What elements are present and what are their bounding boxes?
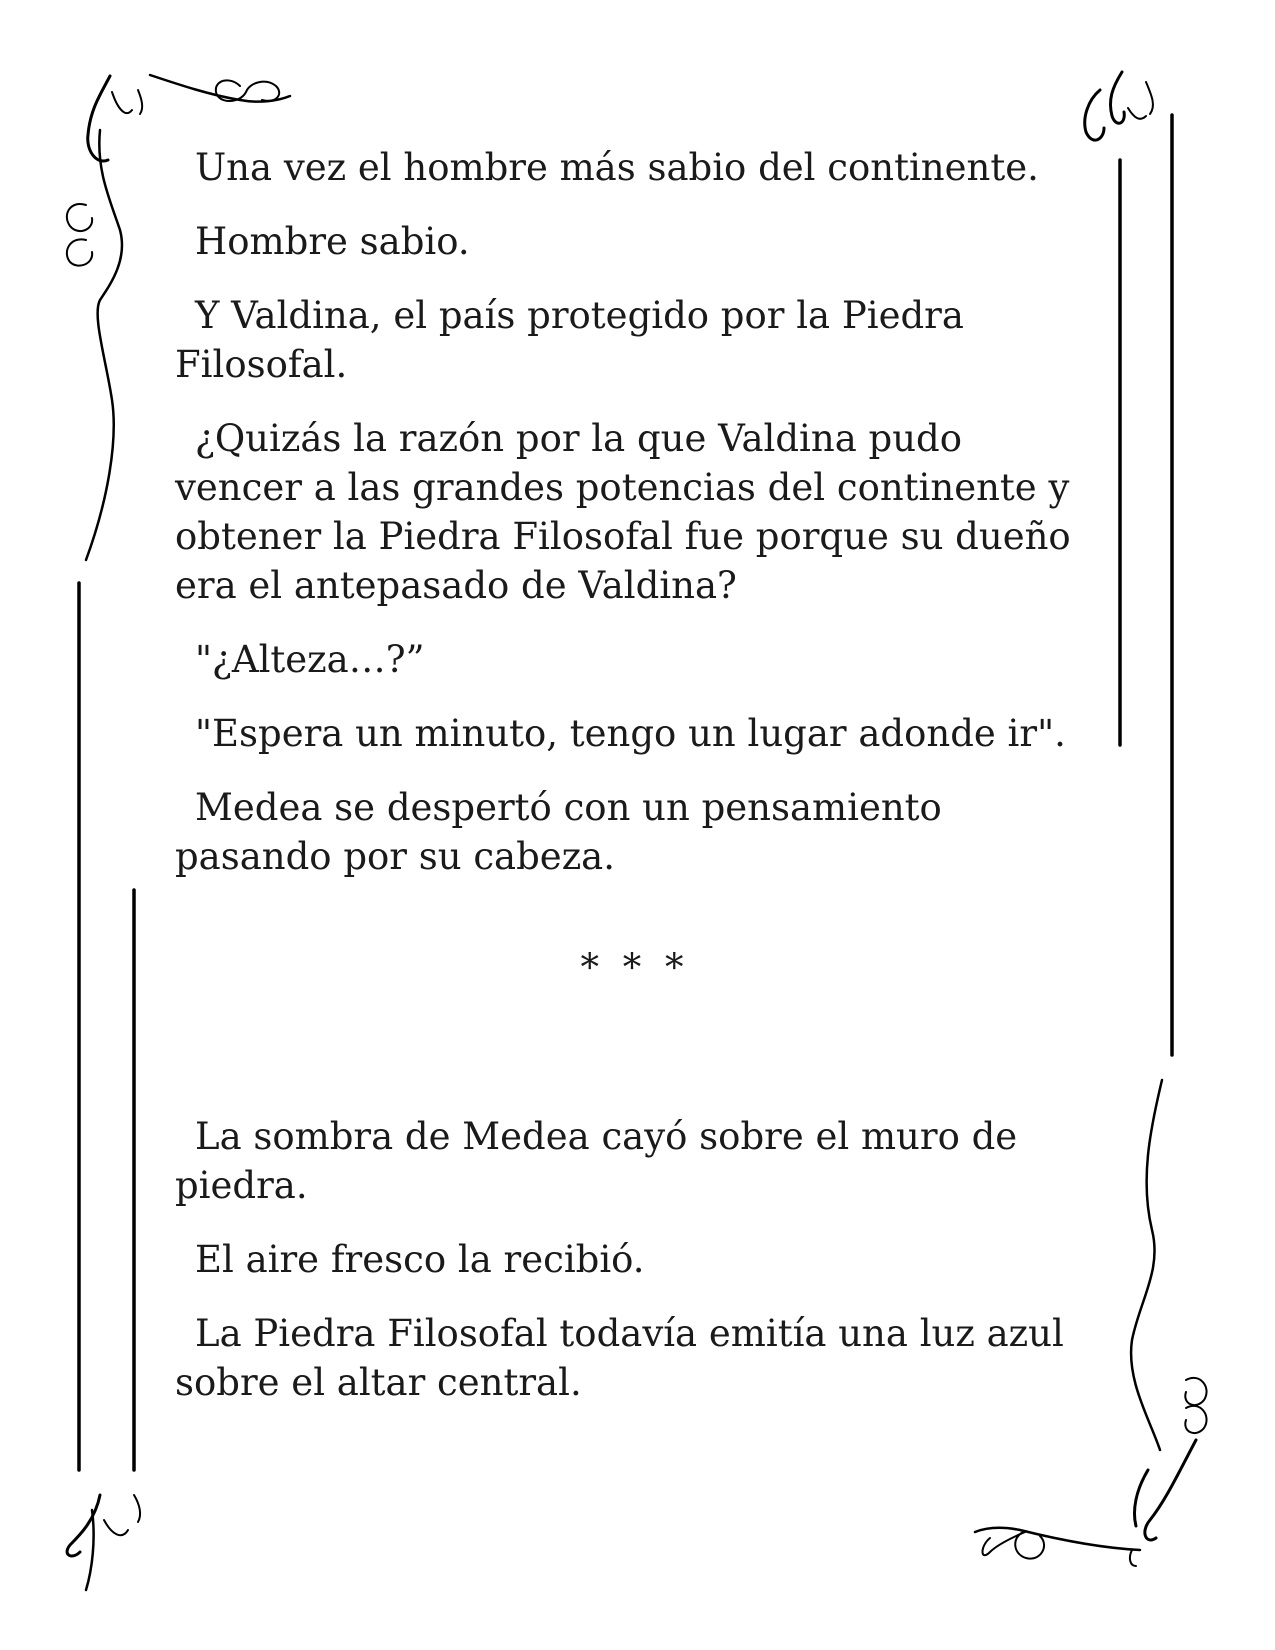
paragraph: "Espera un minuto, tengo un lugar adonde ir". [195,712,1066,755]
paragraph: El aire fresco la recibió. [195,1238,645,1281]
paragraph: Y Valdina, el país protegido por la Piedra Filosofal. [175,294,964,386]
flourish-top-right-icon [1085,72,1153,140]
paragraph: ¿Quizás la razón por la que Valdina pudo vencer a las grandes potencias del continente y obtener la Piedra Filosofal fue porque su dueño era el antepasado de Valdina? [175,417,1071,607]
paragraph: Hombre sabio. [195,220,470,263]
paragraph: La sombra de Medea cayó sobre el muro de piedra. [175,1115,1018,1207]
flourish-bottom-left-icon [67,1495,140,1590]
paragraph: "¿Alteza…?” [195,638,425,681]
scene-break: * * * [580,946,690,989]
paragraph: La Piedra Filosofal todavía emitía una luz azul sobre el altar central. [175,1312,1064,1404]
body-text [175,143,1095,1432]
paragraph: Medea se despertó con un pensamiento pasando por su cabeza. [175,786,942,878]
paragraph: Una vez el hombre más sabio del continente. [195,146,1039,189]
